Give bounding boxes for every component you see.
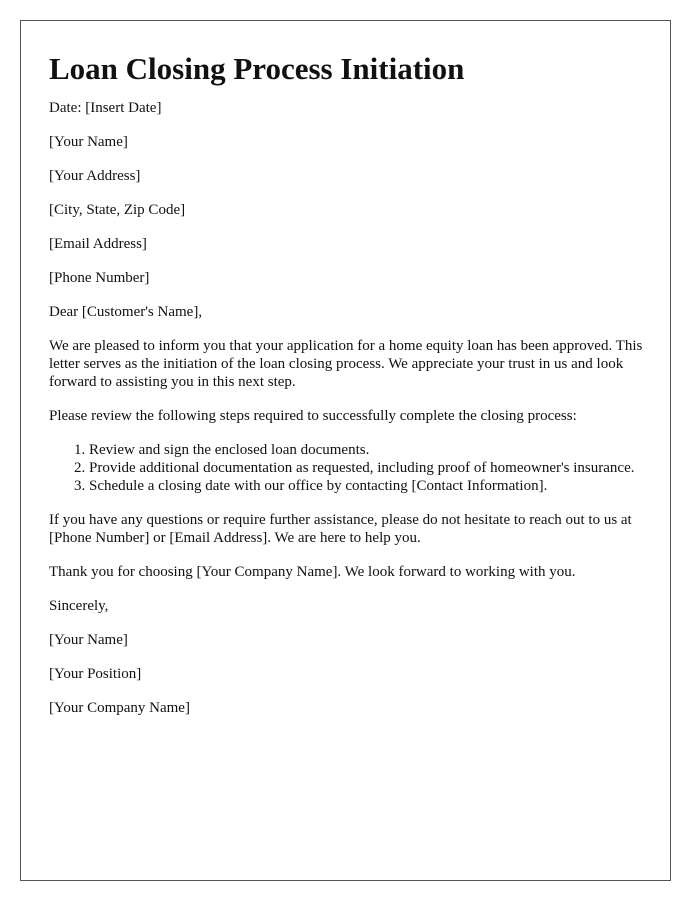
sender-email: [Email Address]	[49, 236, 147, 252]
steps-list	[49, 441, 650, 495]
questions-paragraph: If you have any questions or require further assistance, please do not hesitate to reach out to us at [Phone Number] or [Email Address]. We are here to help you.	[49, 512, 632, 546]
steps-intro-paragraph: Please review the following steps required to successfully complete the closing process:	[49, 408, 577, 424]
signature-company: [Your Company Name]	[49, 700, 190, 716]
date-line: Date: [Insert Date]	[49, 100, 162, 116]
letter-container	[20, 20, 671, 881]
sender-name: [Your Name]	[49, 134, 128, 150]
sender-city-state-zip: [City, State, Zip Code]	[49, 202, 186, 218]
signature-position: [Your Position]	[49, 666, 142, 682]
signature-name: [Your Name]	[49, 632, 128, 648]
salutation: Dear [Customer's Name],	[49, 304, 203, 320]
sender-phone: [Phone Number]	[49, 270, 150, 286]
intro-paragraph: We are pleased to inform you that your application for a home equity loan has been approved. This letter serves as the initiation of the loan closing process. We appreciate your trust in us and look forward to assisting you in this next step.	[49, 338, 643, 390]
step-item: 3. Schedule a closing date with our office by contacting [Contact Information].	[89, 477, 650, 495]
sender-address: [Your Address]	[49, 168, 141, 184]
thanks-paragraph: Thank you for choosing [Your Company Name]. We look forward to working with you.	[49, 564, 576, 580]
closing: Sincerely,	[49, 598, 109, 614]
step-item: 2. Provide additional documentation as requested, including proof of homeowner's insurance.	[89, 459, 650, 477]
letter-title: Loan Closing Process Initiation	[49, 51, 465, 86]
step-item: 1. Review and sign the enclosed loan documents.	[89, 441, 650, 459]
